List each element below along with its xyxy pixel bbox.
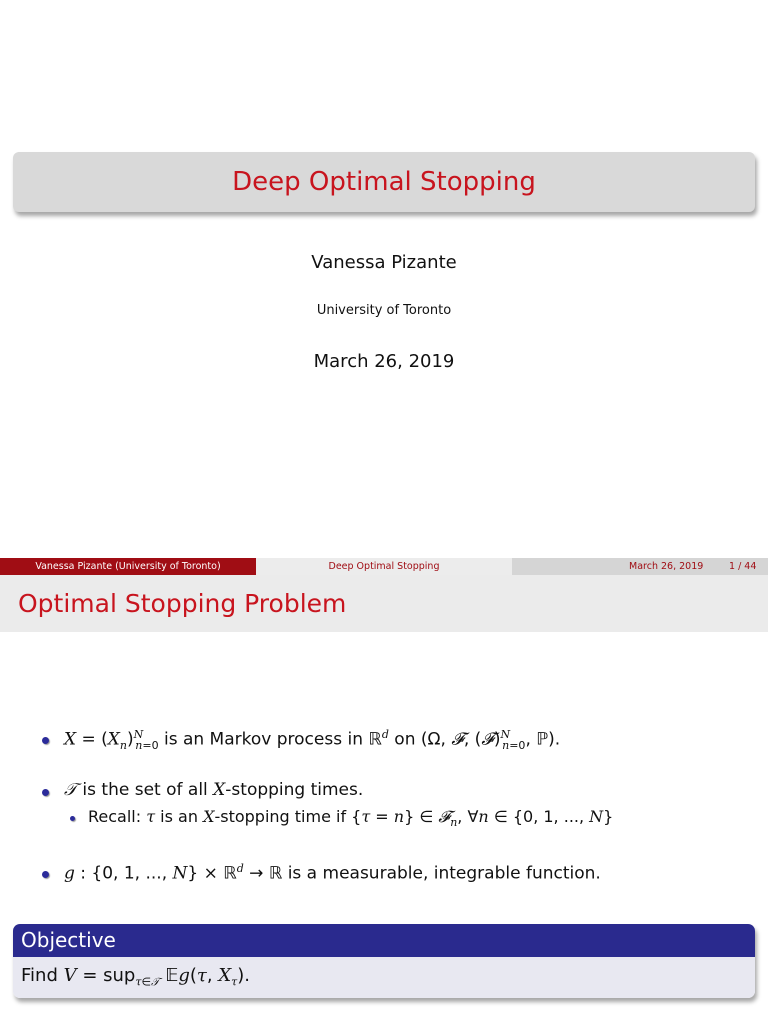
presentation-date: March 26, 2019 bbox=[313, 351, 455, 372]
page-number: 1 / 44 bbox=[729, 561, 757, 572]
bullet-text: g : {0, 1, ..., N} × ℝ$^d$ → ℝ is a measurable, integrable function. bbox=[64, 862, 601, 884]
bullet-dot-icon bbox=[42, 789, 49, 796]
footer-author: Vanessa Pizante (University of Toronto) bbox=[0, 558, 256, 575]
footer-date: March 26, 2019 bbox=[629, 561, 704, 572]
institution: University of Toronto bbox=[316, 303, 452, 318]
footer-title: Deep Optimal Stopping bbox=[256, 558, 512, 575]
title-box bbox=[13, 152, 755, 212]
author-name: Vanessa Pizante bbox=[311, 252, 457, 273]
block-title: Objective bbox=[13, 924, 755, 957]
footer-right bbox=[512, 558, 768, 575]
bullet-text: $X = (X_n)^N_{n=0}$ is an Markov process in ℝ$^d$ on (Ω, 𝓕, (𝓕)$^N_{n=0}$, ℙ). bbox=[64, 728, 561, 753]
presentation-title: Deep Optimal Stopping bbox=[232, 167, 536, 197]
bullet-dot-icon bbox=[42, 871, 49, 878]
sub-bullet-dot-icon bbox=[70, 816, 75, 821]
sub-bullet-text: Recall: τ is an X-stopping time if {τ = n} ∈ 𝓕$_n$, ∀n ∈ {0, 1, ..., N} bbox=[88, 807, 614, 830]
content-slide bbox=[0, 558, 768, 1024]
block-body: Find V = sup$_{\tau\in 𝒯}$ 𝔼g(τ, $X_\tau$). bbox=[13, 957, 755, 998]
footer-bar bbox=[0, 558, 768, 575]
bullet-text: 𝒯 is the set of all X-stopping times. bbox=[64, 780, 364, 800]
frame-title: Optimal Stopping Problem bbox=[0, 575, 768, 632]
bullet-dot-icon bbox=[42, 737, 49, 744]
objective-block bbox=[13, 924, 755, 998]
